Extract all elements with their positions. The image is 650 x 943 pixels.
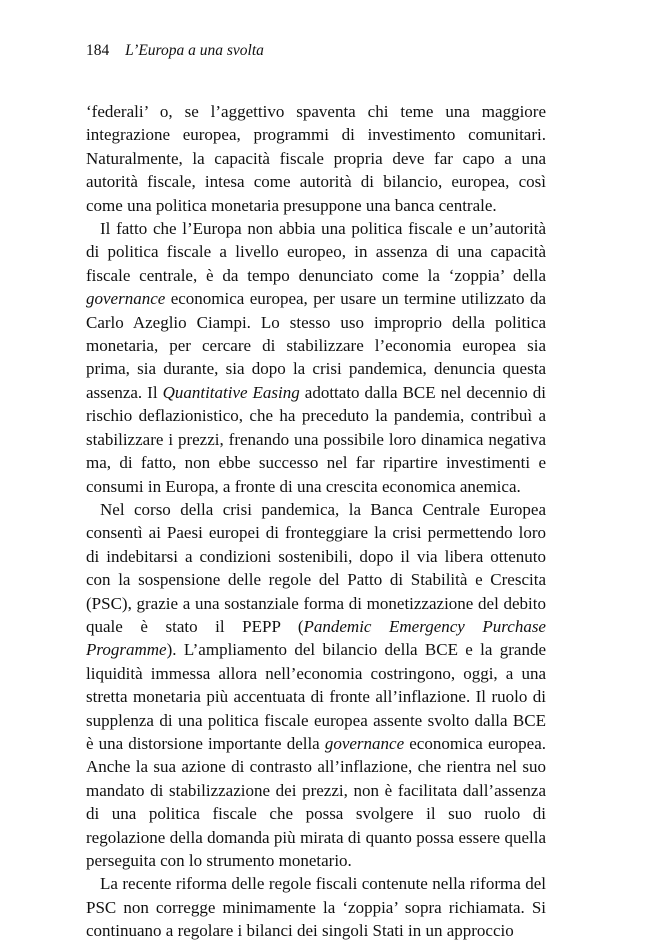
paragraph-3-text-3: economica europea. Anche la sua azione di contrasto all’inflazione, che rientra nel suo mandato di stabilizzazione dei prezzi, non è facilitata dall’assenza di una politica fiscale che possa svolgere il suo ruolo di regolazione della domanda più mirata di quanto possa essere quella perseguita con lo strumento monetario. — [86, 733, 546, 870]
paragraph-2-text-1: Il fatto che l’Europa non abbia una politica fiscale e un’autorità di politica fiscale a livello europeo, in assenza di una capacità fiscale centrale, è da tempo denunciato come la ‘zoppia’ della — [86, 219, 546, 285]
paragraph-2-italic-1: governance — [86, 289, 166, 309]
page-number: 184 — [86, 42, 110, 59]
paragraph-4: La recente riforma delle regole fiscali contenute nella riforma del PSC non corregge minimamente la ‘zoppia’ sopra richiamata. Si continuano a regolare i bilanci dei singoli Stati in un approccio — [86, 874, 546, 941]
paragraph-3-text-2: ). L’ampliamento del bilancio della BCE e la grande liquidità immessa allora nell’economia costringono, oggi, a una stretta monetaria più accentuata di fronte all’inflazione. Il ruolo di supplenza di una politica fiscale europea assente svolto dalla BCE è una distorsione importante della — [86, 640, 546, 753]
paragraph-1: ‘federali’ o, se l’aggettivo spaventa chi teme una maggiore integrazione europea, programmi di investimento comunitari. Naturalmente, la capacità fiscale propria deve far capo a una autorità fiscale, intesa come autorità di bilancio, europea, così come una politica monetaria presuppone una banca centrale. — [86, 102, 546, 215]
paragraph-3-italic-2: governance — [324, 733, 405, 753]
body-text — [86, 100, 546, 943]
paragraph-3-text-1: Nel corso della crisi pandemica, la Banca Centrale Europea consentì ai Paesi europei di fronteggiare la crisi permettendo loro di indebitarsi a condizioni sostenibili, dopo il via libera ottenuto con la sospensione delle regole del Patto di Stabilità e Crescita (PSC), grazie a una sostanziale forma di monetizzazione del debito quale è stato il PEPP ( — [86, 499, 546, 636]
running-header — [86, 42, 264, 60]
running-title: L’Europa a una svolta — [125, 42, 264, 59]
paragraph-3 — [86, 498, 546, 873]
paragraph-2 — [86, 217, 546, 498]
paragraph-3-italic-1: Pandemic Emergency Purchase Programme — [86, 616, 546, 660]
paragraph-2-text-3: adottato dalla BCE nel decennio di rischio deflazionistico, che ha preceduto la pandemia, contribuì a stabilizzare i prezzi, frenando una possibile loro dinamica negativa ma, di fatto, non ebbe successo nel far ripartire investimenti e consumi in Europa, a fronte di una crescita economica anemica. — [86, 382, 546, 496]
paragraph-2-text-2: economica europea, per usare un termine utilizzato da Carlo Azeglio Ciampi. Lo stesso uso improprio della politica monetaria, per cercare di stabilizzare l’economia europea sia prima, sia durante, sia dopo la crisi pandemica, denuncia questa assenza. Il — [86, 289, 546, 402]
paragraph-2-italic-2: Quantitative Easing — [162, 382, 300, 402]
